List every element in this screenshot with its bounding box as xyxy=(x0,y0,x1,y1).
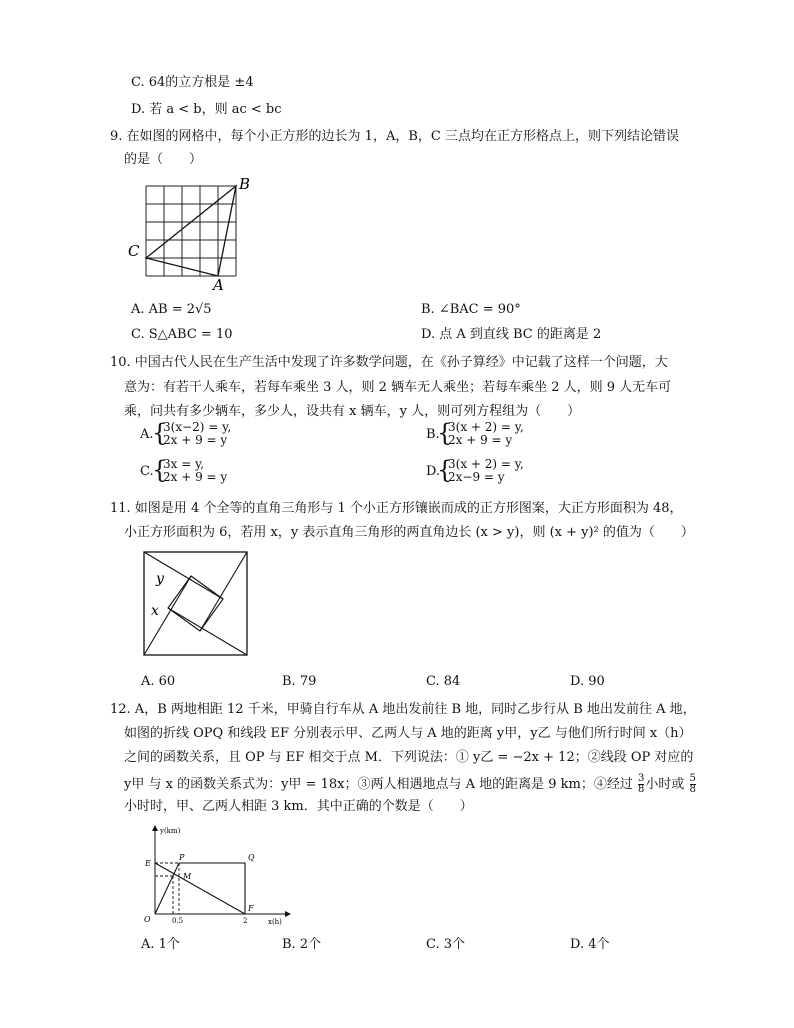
q11-option-b: B. 79 xyxy=(282,674,317,689)
outer-square xyxy=(144,552,247,655)
q9-stem-line2: 的是（ ） xyxy=(124,152,203,167)
q11-stem-line1: 11. 如图是用 4 个全等的直角三角形与 1 个小正方形镶嵌而成的正方形图案，大正方形面积为 48， xyxy=(110,501,683,516)
fraction-1-denominator: 8 xyxy=(637,784,645,795)
origin-label: O xyxy=(144,915,151,924)
q12-or-text: 小时或 xyxy=(645,777,685,792)
q12-stem-line2: 如图的折线 OPQ 和线段 EF 分别表示甲、乙两人与 A 地的距离 y甲，y乙 与他们所行时间 x（h） xyxy=(124,726,692,741)
q8-option-c: C. 64的立方根是 ±4 xyxy=(131,75,254,90)
fraction-2-numerator: 5 xyxy=(689,773,696,784)
q10-option-b-eq1: 3(x + 2) = y, xyxy=(448,420,524,434)
q10-option-a-eq1: 3(x−2) = y, xyxy=(163,420,232,434)
q12-stem-line3: 之间的函数关系，且 OP 与 EF 相交于点 M．下列说法：① y乙 = −2x + 12；②线段 OP 对应的 xyxy=(124,750,694,765)
q9-option-a: A. AB = 2√5 xyxy=(131,302,212,317)
q9-option-d: D. 点 A 到直线 BC 的距离是 2 xyxy=(421,327,602,342)
point-e-label: E xyxy=(145,859,151,868)
q12-stem-line4-text: y甲 与 x 的函数关系式为：y甲 = 18x；③两人相遇地点与 A 地的距离是 9 km；④经过 xyxy=(124,777,633,792)
point-m-label: M xyxy=(183,872,192,881)
point-p-label: P xyxy=(179,853,185,862)
q9-grid-figure xyxy=(120,172,260,292)
q10-option-d-eq2: 2x−9 = y xyxy=(448,470,505,484)
q10-option-d-brace: { xyxy=(437,456,453,484)
q12-option-d: D. 4个 xyxy=(570,937,610,952)
point-f-label: F xyxy=(248,904,254,913)
q11-option-d: D. 90 xyxy=(570,674,605,689)
tick-2-label: 2 xyxy=(243,917,248,925)
q10-option-b-eq2: 2x + 9 = y xyxy=(448,433,513,447)
q8-option-d: D. 若 a < b，则 ac < bc xyxy=(131,102,282,117)
q11-option-a: A. 60 xyxy=(141,674,176,689)
grid-lines xyxy=(146,186,236,276)
fraction-three-eighths xyxy=(638,774,644,795)
q10-option-a-label: A. xyxy=(140,427,154,442)
q10-option-c-brace: { xyxy=(152,456,168,484)
q10-stem-line2: 意为：有若干人乘车，若每车乘坐 3 人，则 2 辆车无人乘坐；若每车乘坐 2 人，则 9 人无车可 xyxy=(124,380,672,395)
x-axis-label: x(h) xyxy=(268,918,282,926)
q10-stem-line3: 乘，问共有多少辆车，多少人，设共有 x 辆车，y 人，则可列方程组为（ ） xyxy=(124,404,581,419)
point-b-label: B xyxy=(239,175,251,193)
q10-option-a-brace: { xyxy=(152,419,168,447)
q12-graph-figure xyxy=(138,822,298,930)
right-triangles xyxy=(144,552,247,655)
fraction-five-eighths xyxy=(690,774,696,795)
point-a-label: A xyxy=(213,276,224,292)
q10-option-b-brace: { xyxy=(437,419,453,447)
q11-stem-line2: 小正方形面积为 6，若用 x，y 表示直角三角形的两直角边长 (x > y)，则 (x + y)² 的值为（ ） xyxy=(124,525,694,540)
side-x-label: x xyxy=(151,603,159,619)
fraction-1-numerator: 3 xyxy=(637,773,645,784)
q11-option-c: C. 84 xyxy=(426,674,461,689)
q12-option-b: B. 2个 xyxy=(282,937,322,952)
q10-option-c-label: C. xyxy=(140,464,154,479)
q10-option-c-eq1: 3x = y, xyxy=(163,457,205,471)
point-c-label: C xyxy=(128,242,140,260)
q10-option-d-label: D. xyxy=(426,464,441,479)
fraction-2-denominator: 8 xyxy=(689,784,696,795)
q9-option-c: C. S△ABC = 10 xyxy=(131,327,233,342)
q12-stem-line4 xyxy=(124,774,697,795)
q10-option-b-label: B. xyxy=(426,427,440,442)
line-ef xyxy=(155,863,245,914)
q10-option-d-eq1: 3(x + 2) = y, xyxy=(448,457,524,471)
q10-option-a-eq2: 2x + 9 = y xyxy=(163,433,228,447)
q10-stem-line1: 10. 中国古代人民在生产生活中发现了许多数学问题，在《孙子算经》中记载了这样一个问题，大 xyxy=(110,355,668,370)
y-axis-label: y(km) xyxy=(160,827,181,835)
q11-square-figure xyxy=(140,548,255,660)
q10-option-c-eq2: 2x + 9 = y xyxy=(163,470,228,484)
inner-square xyxy=(168,576,223,631)
q9-stem-line1: 9. 在如图的网格中，每个小正方形的边长为 1，A，B，C 三点均在正方形格点上，则下列结论错误 xyxy=(110,129,679,144)
triangle-abc xyxy=(146,186,236,276)
point-q-label: Q xyxy=(248,853,255,862)
q12-option-c: C. 3个 xyxy=(426,937,466,952)
tick-0-5-label: 0.5 xyxy=(172,917,184,925)
q12-stem-line5: 小时时，甲、乙两人相距 3 km．其中正确的个数是（ ） xyxy=(124,799,473,814)
q9-option-b: B. ∠BAC = 90° xyxy=(421,302,521,317)
q12-stem-line1: 12. A，B 两地相距 12 千米，甲骑自行车从 A 地出发前往 B 地，同时乙步行从 B 地出发前往 A 地， xyxy=(110,702,696,717)
q12-option-a: A. 1个 xyxy=(141,937,180,952)
side-y-label: y xyxy=(156,571,164,587)
